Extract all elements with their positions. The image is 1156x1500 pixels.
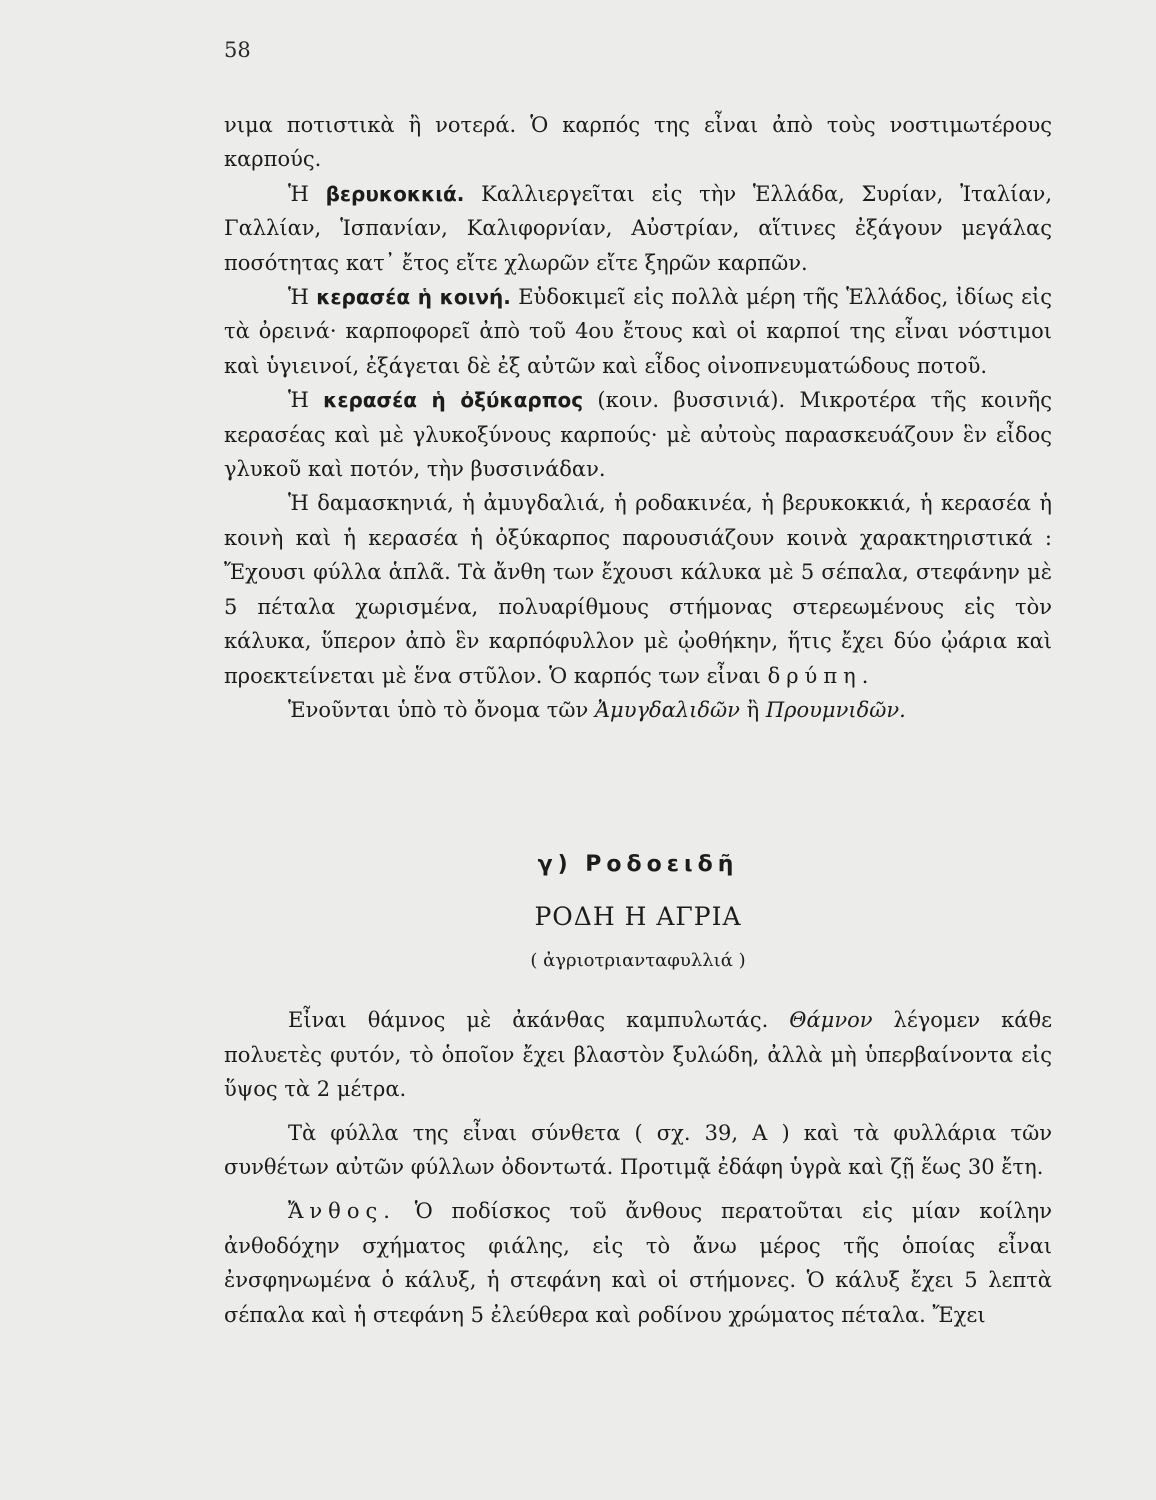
paragraph-leaves [224, 1116, 1052, 1185]
rose-text [224, 1003, 1052, 1332]
paragraph-text: Εἶναι θάμνος μὲ ἀκάνθας καμπυλωτάς. [288, 1008, 790, 1032]
term-cherry: κερασέα ἡ κοινή. [316, 285, 511, 310]
paragraph-prefix: Ἡ [288, 181, 326, 206]
plant-title: ΡΟΔΗ Η ΑΓΡΙΑ [534, 902, 742, 931]
main-text [224, 108, 1052, 727]
paragraph-apricot [224, 177, 1052, 280]
paragraph-family [224, 693, 1052, 727]
paragraph-text: (κοιν. βυσσινιά). Μικροτέρα τῆς κοινῆς κερασέας καὶ μὲ γλυκοξύνους καρπούς· μὲ αὐτοὺς παρασκευάζουν ἓν εἶδος γλυκοῦ καὶ ποτόν, τὴν βυσσινάδαν. [224, 388, 1052, 482]
paragraph-text: Εὐδοκιμεῖ εἰς πολλὰ μέρη τῆς Ἑλλάδος, ἰδίως εἰς τὰ ὀρεινά· καρποφορεῖ ἀπὸ τοῦ 4ου ἔτους καὶ οἱ καρποί της εἶναι νόστιμοι καὶ ὑγιεινοί, ἐξάγεται δὲ ἐξ αὐτῶν καὶ εἶδος οἰνοπνευματώδους ποτοῦ. [224, 285, 1052, 378]
paragraph-shrub [224, 1003, 1052, 1107]
paragraph-prefix: Ἡ [288, 285, 317, 310]
term-prunoideae: Προυμνιδῶν. [765, 697, 906, 722]
term-shrub: Θάμνον [789, 1008, 873, 1032]
paragraph-text: Τὰ φύλλα της εἶναι σύνθετα ( σχ. 39, Α ) καὶ τὰ φυλλάρια τῶν συνθέτων αὐτῶν φύλλων ὀδοντωτά. Προτιμᾷ ἐδάφη ὑγρὰ καὶ ζῇ ἕως 30 ἔτη. [224, 1120, 1052, 1180]
paragraph-common-characteristics [224, 486, 1052, 692]
paragraph-text: Ἡ δαμασκηνιά, ἡ ἀμυγδαλιά, ἡ ροδακινέα, ἡ βερυκοκκιά, ἡ κερασέα ἡ κοινὴ καὶ ἡ κερασέα ἡ ὀξύκαρπος παρουσιάζουν κοινὰ χαρακτηριστικά : Ἔχουσι φύλλα ἁπλᾶ. Τὰ ἄνθη των ἔχουσι κάλυκα μὲ 5 σέπαλα, στεφάνην μὲ 5 πέταλα χωρισμένα, πολυαρίθμους στήμονας στερεωμένους εἰς τὸν κάλυκα, ὕπερον ἀπὸ ἓν καρπόφυλλον μὲ ᾠοθήκην, ἥτις ἔχει δύο ᾠάρια καὶ προεκτείνεται μὲ ἕνα στῦλον. Ὁ καρπός των εἶναι [224, 491, 1052, 688]
paragraph-flower [224, 1194, 1052, 1332]
term-sour-cherry: κερασέα ἡ ὀξύκαρπος [323, 388, 584, 413]
term-amygdalidae: Ἀμυγδαλιδῶν [594, 697, 740, 722]
paragraph-cherry [224, 280, 1052, 383]
paragraph-text: Ὁ ποδίσκος τοῦ ἄνθους περατοῦται εἰς μίαν κοίλην ἀνθοδόχην σχήματος φιάλης, εἰς τὸ ἄνω μέρος τῆς ὁποίας εἶναι ἐνσφηνωμένα ὁ κάλυξ, ἡ στεφάνη καὶ οἱ στήμονες. Ὁ κάλυξ ἔχει 5 λεπτὰ σέπαλα καὶ ἡ στεφάνη 5 ἐλεύθερα καὶ ροδίνου χρώματος πέταλα. Ἔχει [224, 1198, 1052, 1327]
paragraph-text: Καλλιεργεῖται εἰς τὴν Ἑλλάδα, Συρίαν, Ἰταλίαν, Γαλλίαν, Ἱσπανίαν, Καλιφορνίαν, Αὐστρίαν, αἵτινες ἐξάγουν μεγάλας ποσότητας κατ᾿ ἔτος εἴτε χλωρῶν εἴτε ξηρῶν καρπῶν. [224, 181, 1053, 275]
term-flower: Ἄνθος. [288, 1198, 396, 1223]
paragraph-prefix: Ἡ [288, 388, 324, 413]
paragraph-text: λέγομεν κάθε πολυετὲς φυτόν, τὸ ὁποῖον ἔχει βλαστὸν ξυλώδη, ἀλλὰ μὴ ὑπερβαίνοντα εἰς ὕψος τὰ 2 μέτρα. [224, 1008, 1052, 1102]
term-apricot: βερυκοκκιά. [325, 181, 465, 206]
paragraph-text: ἢ [739, 697, 766, 722]
paragraph-text: νιμα ποτιστικὰ ἢ νοτερά. Ὁ καρπός της εἶναι ἀπὸ τοὺς νοστιμωτέρους καρπούς. [224, 113, 1052, 172]
paragraph-sour-cherry [224, 383, 1052, 486]
paragraph-continuation [224, 108, 1052, 177]
page-number: 58 [224, 38, 251, 62]
plant-subtitle: ( ἀγριοτριανταφυλλιά ) [530, 950, 746, 971]
term-drupe: δρύπη. [767, 663, 875, 688]
paragraph-text: Ἑνοῦνται ὑπὸ τὸ ὄνομα τῶν [288, 697, 595, 722]
subsection-heading: γ) Ροδοειδῆ [537, 852, 739, 877]
